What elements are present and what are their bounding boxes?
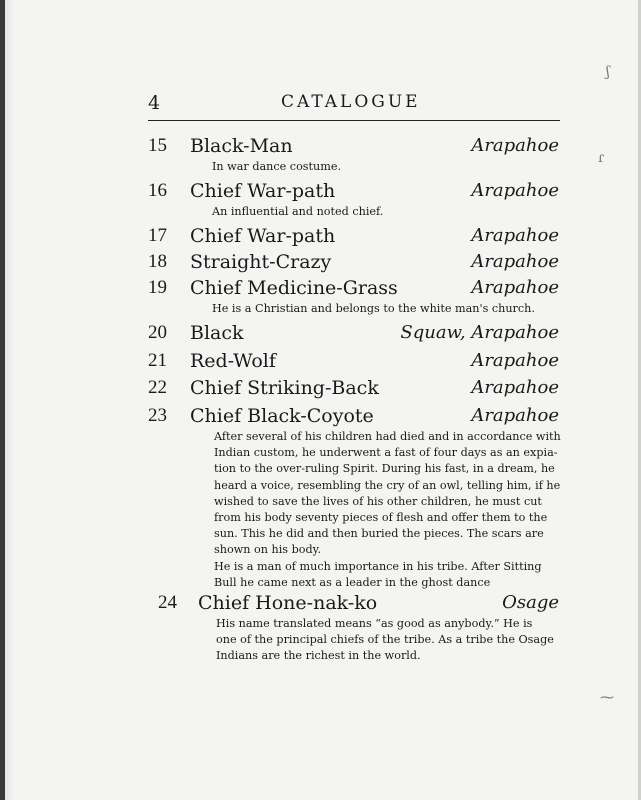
entry-tribe: Arapahoe xyxy=(471,180,559,201)
entry-name: Chief Medicine-Grass xyxy=(190,277,398,299)
description-line: He is a man of much importance in his tribe. After Sitting xyxy=(214,559,542,573)
entry-number: 17 xyxy=(148,225,167,246)
entry-number: 16 xyxy=(148,180,167,201)
paper-speck-mark: ⁓ xyxy=(600,690,614,706)
entry-description xyxy=(212,204,552,220)
entry-number: 15 xyxy=(148,135,167,156)
entry-number: 21 xyxy=(148,350,167,371)
description-line: In war dance costume. xyxy=(212,160,342,173)
entry-number: 18 xyxy=(148,251,167,272)
entry-name: Chief War-path xyxy=(190,180,336,202)
entry-tribe: Arapahoe xyxy=(471,135,559,156)
entry-name: Chief War-path xyxy=(190,225,336,247)
page-title: CATALOGUE xyxy=(281,92,421,112)
paper-speck-mark: ɾ xyxy=(598,150,605,166)
entry-description xyxy=(212,301,572,317)
description-line: one of the principal chiefs of the tribe. As a tribe the Osage xyxy=(216,633,554,647)
entry-tribe: Arapahoe xyxy=(471,350,559,371)
entry-name: Black-Man xyxy=(190,135,293,157)
entry-description xyxy=(212,159,552,175)
entry-name: Chief Black-Coyote xyxy=(190,405,374,427)
entry-name: Black xyxy=(190,322,244,344)
description-line: sun. This he did and then buried the pieces. The scars are xyxy=(214,527,544,541)
page-edge-shadow xyxy=(0,0,5,800)
entry-number: 19 xyxy=(148,277,167,298)
description-line: Indians are the richest in the world. xyxy=(216,649,421,663)
entry-tribe: Arapahoe xyxy=(471,251,559,272)
description-line: His name translated means “as good as anybody.” He is xyxy=(216,617,533,630)
entry-number: 23 xyxy=(148,405,167,426)
page-header xyxy=(148,92,560,121)
entry-tribe: Squaw, Arapahoe xyxy=(400,322,559,343)
entry-name: Red-Wolf xyxy=(190,350,276,372)
entry-tribe: Arapahoe xyxy=(471,377,559,398)
description-line: tion to the over-ruling Spirit. During his fast, in a dream, he xyxy=(214,462,555,476)
entry-name: Chief Hone-nak-ko xyxy=(198,592,378,614)
entry-name: Straight-Crazy xyxy=(190,251,332,273)
description-line: shown on his body. xyxy=(214,543,322,557)
description-line: He is a Christian and belongs to the white man's church. xyxy=(212,302,535,315)
description-line: from his body seventy pieces of flesh and offer them to the xyxy=(214,511,548,525)
description-line: After several of his children had died and in accordance with xyxy=(214,430,561,443)
entry-number: 22 xyxy=(148,377,167,398)
entry-name: Chief Striking-Back xyxy=(190,377,379,399)
entry-tribe: Arapahoe xyxy=(471,277,559,298)
entry-tribe: Arapahoe xyxy=(471,405,559,426)
entry-number: 20 xyxy=(148,322,167,343)
paper-speck-mark: ʃ xyxy=(606,64,610,80)
description-line: heard a voice, resembling the cry of an owl, telling him, if he xyxy=(214,478,561,492)
description-line: wished to save the lives of his other children, he must cut xyxy=(214,494,542,508)
page-number: 4 xyxy=(148,92,161,114)
description-line: An influential and noted chief. xyxy=(212,205,384,218)
description-line: Bull he came next as a leader in the ghost dance xyxy=(214,575,491,589)
description-line: Indian custom, he underwent a fast of four days as an expia- xyxy=(214,446,558,460)
entry-tribe: Arapahoe xyxy=(471,225,559,246)
entry-description xyxy=(214,429,564,591)
entry-number: 24 xyxy=(158,592,177,613)
entry-description xyxy=(216,616,566,665)
entry-tribe: Osage xyxy=(502,592,559,613)
